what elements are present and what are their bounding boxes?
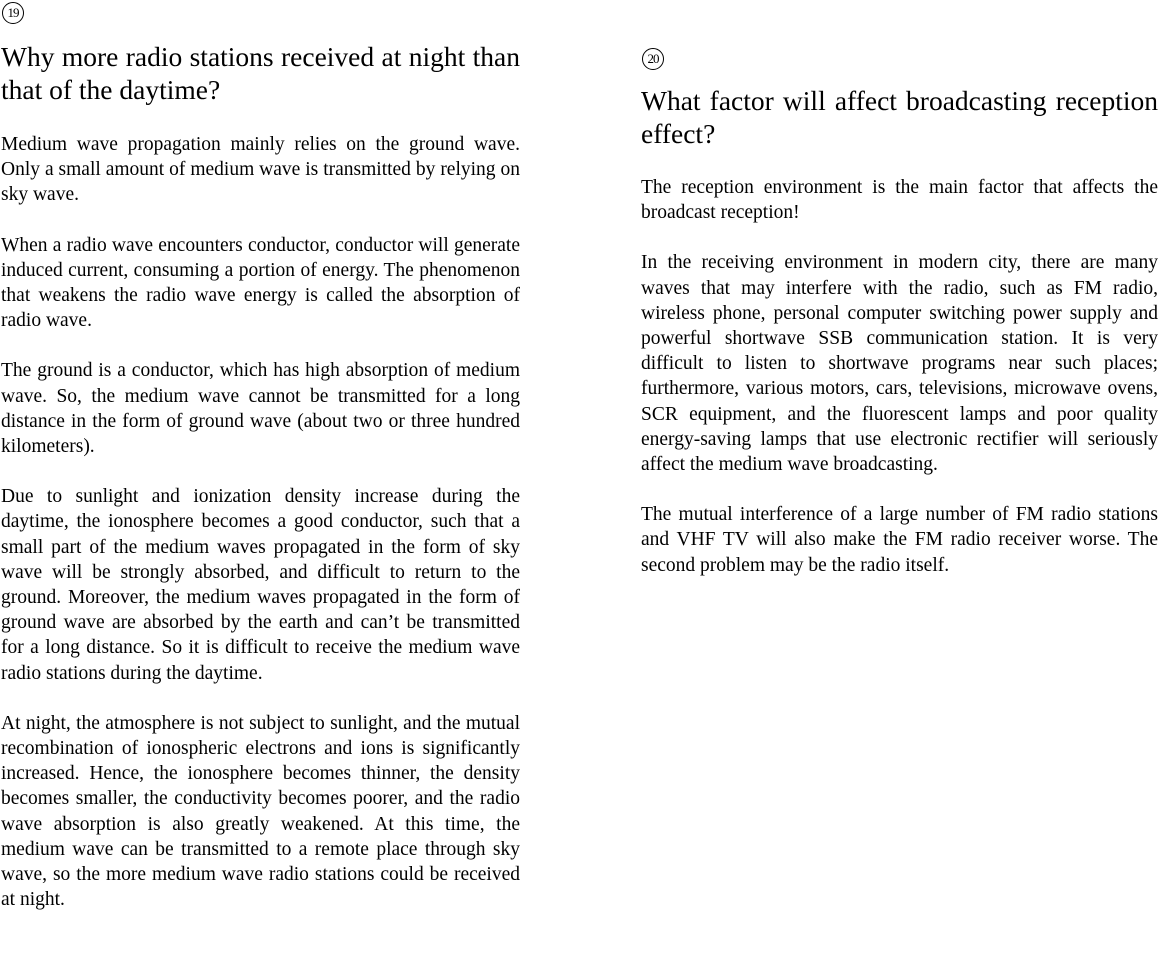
section-heading-reception-factors: What factor will affect broadcasting reception effect? bbox=[641, 85, 1158, 149]
section-number-20: 20 bbox=[642, 48, 664, 70]
paragraph: The reception environment is the main factor that affects the broadcast reception! bbox=[641, 177, 1158, 224]
paragraph: At night, the atmosphere is not subject to sunlight, and the mutual recombination of ionospheric electrons and ions is significantly increased. Hence, the ionosphere becomes thinner, the density becomes smaller, the conductivity becomes poorer, and the radio wave absorption is also greatly weakened. At this time, the medium wave can be transmitted to a remote place through sky wave, so the more medium wave radio stations could be received at night. bbox=[1, 712, 520, 911]
section-number-19: 19 bbox=[2, 2, 24, 24]
paragraph: Due to sunlight and ionization density increase during the daytime, the ionosphere becomes a good conductor, such that a small part of the medium waves propagated in the form of sky wave will be strongly absorbed, and difficult to return to the ground. Moreover, the medium waves propagated in the form of ground wave are absorbed by the earth and can’t be transmitted for a long distance. So it is difficult to receive the medium wave radio stations during the daytime. bbox=[1, 486, 520, 684]
paragraph: The mutual interference of a large number of FM radio stations and VHF TV will also make the FM radio receiver worse. The second problem may be the radio itself. bbox=[641, 504, 1158, 576]
right-column bbox=[641, 0, 1158, 578]
paragraph: In the receiving environment in modern city, there are many waves that may interfere with the radio, such as FM radio, wireless phone, personal computer switching power supply and powerful shortwave SSB communication station. It is very difficult to listen to shortwave programs near such places; furthermore, various motors, cars, televisions, microwave ovens, SCR equipment, and the fluorescent lamps and poor quality energy-saving lamps that use electronic rectifier will seriously affect the medium wave broadcasting. bbox=[641, 252, 1158, 476]
paragraph: The ground is a conductor, which has high absorption of medium wave. So, the medium wave cannot be transmitted for a long distance in the form of ground wave (about two or three hundred kilometers). bbox=[1, 360, 520, 458]
left-column bbox=[1, 0, 520, 912]
paragraph: When a radio wave encounters conductor, conductor will generate induced current, consuming a portion of energy. The phenomenon that weakens the radio wave energy is called the absorption of radio wave. bbox=[1, 234, 520, 332]
section-heading-night-reception: Why more radio stations received at night than that of the daytime? bbox=[1, 41, 520, 105]
paragraph: Medium wave propagation mainly relies on the ground wave. Only a small amount of medium wave is transmitted by relying on sky wave. bbox=[1, 134, 520, 206]
